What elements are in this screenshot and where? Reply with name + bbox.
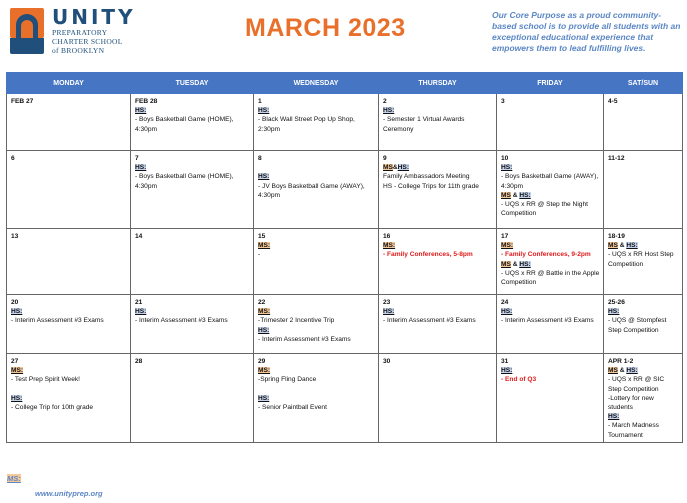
hs-tag-line xyxy=(501,163,600,172)
ms-tag-line xyxy=(501,241,600,250)
ms-tag: MS xyxy=(608,242,618,250)
week-row xyxy=(7,94,683,151)
date-label: 20 xyxy=(11,299,19,306)
day-cell xyxy=(604,94,683,151)
hs-tag-line xyxy=(501,366,600,375)
event-text: - Semester 1 Virtual Awards Ceremony xyxy=(383,116,465,133)
event-highlight: - Family Conferences, 9-2pm xyxy=(501,251,591,259)
hs-tag-line xyxy=(608,307,679,316)
date-label: 11-12 xyxy=(608,155,625,162)
hs-tag: HS: xyxy=(135,308,147,316)
ms-tag-line xyxy=(258,366,375,375)
date-label: 25-26 xyxy=(608,299,625,306)
day-cell xyxy=(131,229,254,295)
date-label: 4-5 xyxy=(608,98,618,105)
footer-ms-tag xyxy=(7,474,21,483)
date-label: 10 xyxy=(501,155,509,162)
hs-tag-line xyxy=(135,163,250,172)
ampersand: & xyxy=(510,191,520,199)
hs-tag: HS: xyxy=(11,394,23,402)
day-cell xyxy=(379,94,497,151)
date-label: 21 xyxy=(135,299,143,306)
ampersand: & xyxy=(617,367,627,375)
day-cell xyxy=(604,229,683,295)
day-cell xyxy=(131,151,254,229)
date-label: 9 xyxy=(383,155,387,162)
spacer xyxy=(11,385,127,394)
event-text: - Senior Paintball Event xyxy=(258,404,327,412)
event-text: - UQS x RR Host Step Competition xyxy=(608,251,674,268)
ampersand: & xyxy=(617,242,627,250)
hs-tag-line xyxy=(135,106,250,115)
spacer xyxy=(258,163,375,172)
day-cell xyxy=(497,229,604,295)
event-text: - Boys Basketball Game (HOME), 4:30pm xyxy=(135,173,234,190)
event-text: - UQS x RR @ Battle in the Apple Competition xyxy=(501,269,600,287)
day-header: THURSDAY xyxy=(379,73,497,94)
event-text: - Black Wall Street Pop Up Shop, 2:30pm xyxy=(258,116,355,133)
day-cell xyxy=(7,354,131,443)
day-cell xyxy=(379,295,497,354)
ms-tag: MS xyxy=(383,164,393,172)
calendar-body xyxy=(7,94,683,443)
brand-sub-3: of BROOKLYN xyxy=(52,46,105,55)
date-label: 13 xyxy=(11,233,19,240)
hs-tag: HS: xyxy=(626,242,638,250)
event-text: -Trimester 2 Incentive Trip xyxy=(258,317,335,325)
event-text: - Interim Assessment #3 Exams xyxy=(135,317,228,325)
website-link[interactable]: www.unityprep.org xyxy=(35,489,103,498)
date-label: 14 xyxy=(135,233,143,240)
event-text: -Lottery for new students xyxy=(608,394,654,412)
calendar-table xyxy=(6,72,683,443)
hs-tag-line xyxy=(258,394,375,403)
event-text: - March Madness Tournament xyxy=(608,422,659,439)
event-text: -Spring Fling Dance xyxy=(258,376,317,384)
event-text: - College Trip for 10th grade xyxy=(11,404,94,412)
day-cell xyxy=(7,151,131,229)
ms-hs-tag-line xyxy=(608,366,679,375)
brand-sub-2: CHARTER SCHOOL xyxy=(52,37,123,46)
day-cell xyxy=(604,295,683,354)
day-cell xyxy=(254,229,379,295)
ampersand: & xyxy=(392,164,398,172)
event-text: - Boys Basketball Game (AWAY), 4:30pm xyxy=(501,173,599,190)
day-header: MONDAY xyxy=(7,73,131,94)
hs-tag: HS: xyxy=(135,107,147,115)
hs-tag-line xyxy=(11,307,127,316)
hs-tag: HS: xyxy=(501,164,513,172)
day-header: WEDNESDAY xyxy=(254,73,379,94)
hs-tag: HS: xyxy=(501,308,513,316)
event-text: - JV Boys Basketball Game (AWAY), 4:30pm xyxy=(258,182,365,199)
date-label: FEB 27 xyxy=(11,98,34,105)
day-cell xyxy=(131,94,254,151)
event-text: - xyxy=(258,251,261,259)
brand-sub-1: PREPARATORY xyxy=(52,28,108,37)
date-label: 2 xyxy=(383,98,387,105)
event-text: - Interim Assessment #3 Exams xyxy=(11,317,104,325)
date-label: 17 xyxy=(501,233,509,240)
ms-hs-tag-line xyxy=(383,163,493,172)
school-brand xyxy=(52,6,136,55)
date-label: APR 1-2 xyxy=(608,358,634,365)
event-text: - UQS x RR @ Step the Night Competition xyxy=(501,201,588,218)
hs-tag-line xyxy=(135,307,250,316)
calendar-header-row xyxy=(7,73,683,94)
week-row xyxy=(7,229,683,295)
hs-tag: HS: xyxy=(519,191,531,199)
day-cell xyxy=(379,354,497,443)
ms-tag-line xyxy=(383,241,493,250)
hs-tag: HS: xyxy=(11,308,23,316)
date-label: 3 xyxy=(501,98,505,105)
event-text: - Test Prep Spirit Week! xyxy=(11,376,81,384)
date-label: 23 xyxy=(383,299,391,306)
school-logo-icon xyxy=(10,8,44,54)
event-text: - UQS x RR @ SIC Step Competition xyxy=(608,376,665,393)
hs-tag: HS: xyxy=(397,164,410,172)
date-label: 30 xyxy=(383,358,391,365)
date-label: 8 xyxy=(258,155,262,162)
hs-tag: HS: xyxy=(135,164,147,172)
day-cell xyxy=(7,229,131,295)
event-text: - Interim Assessment #3 Exams xyxy=(501,317,594,325)
day-cell xyxy=(379,151,497,229)
date-label: 1 xyxy=(258,98,262,105)
day-cell xyxy=(131,354,254,443)
date-label: 15 xyxy=(258,233,266,240)
hs-tag: HS: xyxy=(258,326,270,334)
day-cell xyxy=(497,295,604,354)
hs-tag-line xyxy=(608,412,679,421)
ms-tag: MS: xyxy=(11,367,24,375)
hs-tag: HS: xyxy=(608,308,620,316)
day-cell xyxy=(604,151,683,229)
date-label: 16 xyxy=(383,233,391,240)
week-row xyxy=(7,295,683,354)
week-row xyxy=(7,354,683,443)
day-cell xyxy=(497,354,604,443)
day-cell xyxy=(254,151,379,229)
ms-tag: MS: xyxy=(258,367,271,375)
event-text: - Interim Assessment #3 Exams xyxy=(383,317,476,325)
ms-tag-line xyxy=(258,307,375,316)
hs-tag-line xyxy=(258,326,375,335)
hs-tag: HS: xyxy=(258,107,270,115)
date-label: 27 xyxy=(11,358,19,365)
date-label: 22 xyxy=(258,299,266,306)
hs-tag: HS: xyxy=(383,107,395,115)
event-text: Family Ambassadors Meeting xyxy=(383,173,470,181)
date-label: FEB 28 xyxy=(135,98,158,105)
hs-tag: HS: xyxy=(519,260,531,268)
ms-tag: MS: xyxy=(383,242,396,250)
day-cell xyxy=(379,229,497,295)
day-cell xyxy=(7,295,131,354)
event-highlight: - Family Conferences, 5-8pm xyxy=(383,251,473,259)
ms-tag: MS: xyxy=(258,308,271,316)
hs-tag-line xyxy=(258,172,375,181)
date-label: 6 xyxy=(11,155,15,162)
day-cell xyxy=(497,151,604,229)
hs-tag: HS: xyxy=(501,367,513,375)
ms-tag: MS: xyxy=(258,242,271,250)
hs-tag: HS: xyxy=(383,308,395,316)
day-header: FRIDAY xyxy=(497,73,604,94)
date-label: 24 xyxy=(501,299,509,306)
day-header: TUESDAY xyxy=(131,73,254,94)
day-cell xyxy=(254,94,379,151)
ms-tag: MS xyxy=(608,367,618,375)
page-title: MARCH 2023 xyxy=(245,14,406,42)
day-header: SAT/SUN xyxy=(604,73,683,94)
event-text: - UQS @ Stompfest Step Competition xyxy=(608,317,667,334)
day-cell xyxy=(604,354,683,443)
ms-hs-tag-line xyxy=(501,191,600,200)
hs-tag-line xyxy=(258,106,375,115)
hs-tag: HS: xyxy=(608,413,620,421)
event-text: - Boys Basketball Game (HOME), 4:30pm xyxy=(135,116,234,133)
spacer xyxy=(258,385,375,394)
date-label: 28 xyxy=(135,358,143,365)
hs-tag: HS: xyxy=(258,173,270,181)
ampersand: & xyxy=(510,260,520,268)
date-label: 18-19 xyxy=(608,233,625,240)
day-cell xyxy=(254,295,379,354)
ms-tag-line xyxy=(258,241,375,250)
hs-tag-line xyxy=(383,106,493,115)
week-row xyxy=(7,151,683,229)
ms-tag: MS xyxy=(501,191,511,199)
ms-hs-tag-line xyxy=(501,260,600,269)
day-cell xyxy=(497,94,604,151)
hs-tag-line xyxy=(11,394,127,403)
ms-hs-tag-line xyxy=(608,241,679,250)
hs-tag: HS: xyxy=(258,394,270,402)
day-cell xyxy=(131,295,254,354)
hs-tag: HS: xyxy=(626,367,638,375)
date-label: 7 xyxy=(135,155,139,162)
date-label: 31 xyxy=(501,358,509,365)
event-text: HS - College Trips for 11th grade xyxy=(383,182,479,190)
ms-tag-line xyxy=(11,366,127,375)
hs-tag-line xyxy=(383,307,493,316)
event-highlight: - End of Q3 xyxy=(501,376,537,384)
ms-tag: MS: xyxy=(7,474,21,483)
date-label: 29 xyxy=(258,358,266,365)
hs-tag-line xyxy=(501,307,600,316)
event-text: - Interim Assessment #3 Exams xyxy=(258,335,351,343)
day-cell xyxy=(254,354,379,443)
ms-tag: MS: xyxy=(501,242,514,250)
day-cell xyxy=(7,94,131,151)
ms-tag: MS xyxy=(501,260,511,268)
brand-name: UNITY xyxy=(52,5,136,29)
core-purpose: Our Core Purpose as a proud community-based school is to provide all students with an exceptional educational experience that empowers them to lead fulfilling lives. xyxy=(492,10,681,53)
